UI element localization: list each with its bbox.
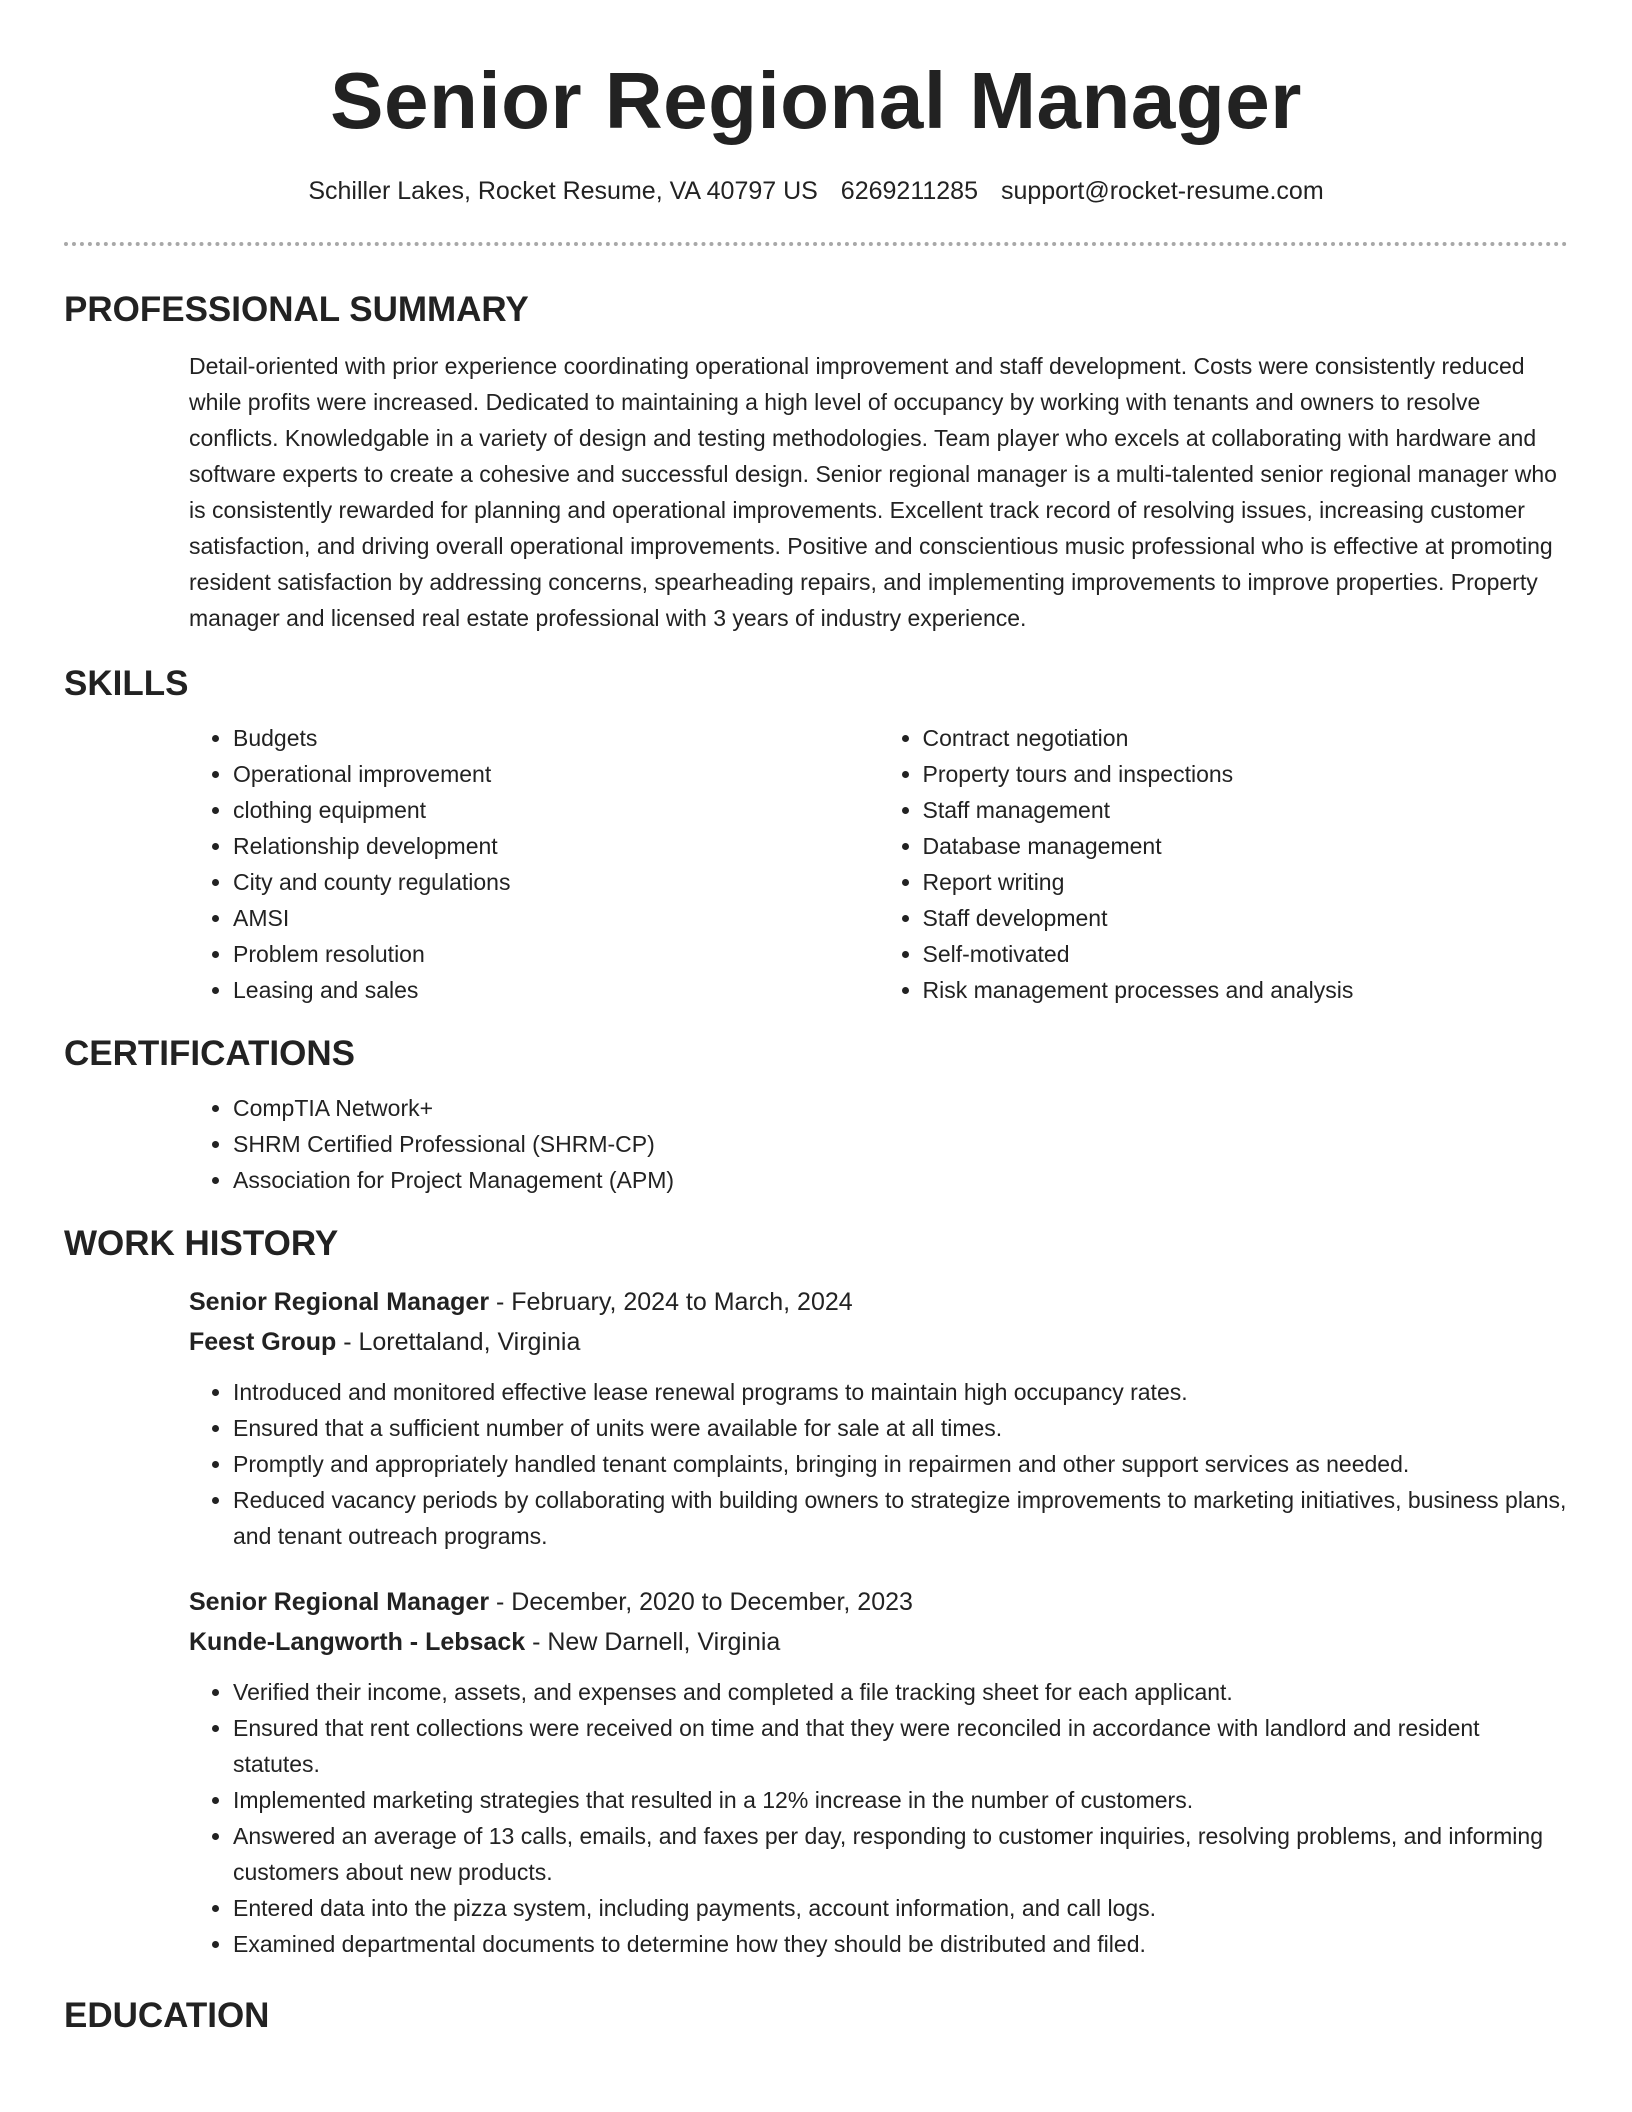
skill-item: • Self-motivated: [923, 936, 1569, 972]
skill-item: • Property tours and inspections: [923, 756, 1569, 792]
skill-item: • Contract negotiation: [923, 720, 1569, 756]
skill-item: • Report writing: [923, 864, 1569, 900]
job-location: - New Darnell, Virginia: [525, 1628, 781, 1656]
skill-item: • AMSI: [233, 900, 879, 936]
job-company-line: [189, 1322, 1568, 1362]
job-role: Senior Regional Manager: [189, 1588, 490, 1616]
job-bullet: • Implemented marketing strategies that resulted in a 12% increase in the number of customers.: [233, 1782, 1568, 1818]
job-bullet: • Entered data into the pizza system, including payments, account information, and call logs.: [233, 1890, 1568, 1926]
skills-column-right: [879, 720, 1569, 1008]
skills-list: [189, 720, 1568, 1008]
job-title-line: [189, 1582, 1568, 1622]
skills-heading: SKILLS: [64, 664, 189, 703]
email: support@rocket-resume.com: [1000, 177, 1324, 205]
job-bullet: • Ensured that a sufficient number of units were available for sale at all times.: [233, 1410, 1568, 1446]
skill-item: • Staff management: [923, 792, 1569, 828]
header-divider: [64, 242, 1568, 246]
skill-item: • City and county regulations: [233, 864, 879, 900]
job-bullet: • Ensured that rent collections were received on time and that they were reconciled in accordance with landlord and resident statutes.: [233, 1710, 1568, 1782]
job-bullets: [189, 1674, 1568, 1962]
skills-column-left: [189, 720, 879, 1008]
job-bullet: • Introduced and monitored effective lease renewal programs to maintain high occupancy rates.: [233, 1374, 1568, 1410]
job-bullets: [189, 1374, 1568, 1554]
certifications-heading: CERTIFICATIONS: [64, 1034, 356, 1073]
certification-item: • CompTIA Network+: [233, 1090, 1568, 1126]
job-bullet: • Promptly and appropriately handled tenant complaints, bringing in repairmen and other support services as needed.: [233, 1446, 1568, 1482]
job-bullet: • Reduced vacancy periods by collaborating with building owners to strategize improvements to marketing initiatives, business plans, and tenant outreach programs.: [233, 1482, 1568, 1554]
skill-item: • Budgets: [233, 720, 879, 756]
job-entry: [189, 1282, 1568, 1554]
summary-text: Detail-oriented with prior experience coordinating operational improvement and staff development. Costs were consistently reduced while profits were increased. Dedicated to maintaining a high level of occupancy by working with tenants and owners to resolve conflicts. Knowledgable in a variety of design and testing methodologies. Team player who excels at collaborating with hardware and software experts to create a cohesive and successful design. Senior regional manager is a multi-talented senior regional manager who is consistently rewarded for planning and operational improvements. Excellent track record of resolving issues, increasing customer satisfaction, and driving overall operational improvements. Positive and conscientious music professional who is effective at promoting resident satisfaction by addressing concerns, spearheading repairs, and implementing improvements to improve properties. Property manager and licensed real estate professional with 3 years of industry experience.: [189, 353, 1557, 631]
certification-item: • Association for Project Management (APM): [233, 1162, 1568, 1198]
job-company: Kunde-Langworth - Lebsack: [189, 1628, 526, 1656]
resume-page: [64, 0, 1568, 2038]
job-dates: - February, 2024 to March, 2024: [489, 1288, 853, 1316]
skill-item: • Problem resolution: [233, 936, 879, 972]
skill-item: • Leasing and sales: [233, 972, 879, 1008]
skill-item: • Risk management processes and analysis: [923, 972, 1569, 1008]
skill-item: • Database management: [923, 828, 1569, 864]
skill-item: • Operational improvement: [233, 756, 879, 792]
job-dates: - December, 2020 to December, 2023: [489, 1588, 913, 1616]
job-company-line: [189, 1622, 1568, 1662]
work-history-heading: WORK HISTORY: [64, 1224, 339, 1263]
job-role: Senior Regional Manager: [189, 1288, 490, 1316]
certifications-list: [189, 1090, 1568, 1198]
job-title-line: [189, 1282, 1568, 1322]
skill-item: • Staff development: [923, 900, 1569, 936]
phone: 6269211285: [840, 177, 978, 205]
job-bullet: • Examined departmental documents to determine how they should be distributed and filed.: [233, 1926, 1568, 1962]
skill-item: • Relationship development: [233, 828, 879, 864]
address: Schiller Lakes, Rocket Resume, VA 40797 US: [308, 177, 818, 205]
resume-title: Senior Regional Manager: [330, 56, 1302, 145]
summary-heading: PROFESSIONAL SUMMARY: [64, 290, 529, 329]
certification-item: • SHRM Certified Professional (SHRM-CP): [233, 1126, 1568, 1162]
job-location: - Lorettaland, Virginia: [336, 1328, 581, 1356]
skill-item: • clothing equipment: [233, 792, 879, 828]
job-bullet: • Verified their income, assets, and expenses and completed a file tracking sheet for each applicant.: [233, 1674, 1568, 1710]
job-bullet: • Answered an average of 13 calls, emails, and faxes per day, responding to customer inquiries, resolving problems, and informing customers about new products.: [233, 1818, 1568, 1890]
education-heading: EDUCATION: [64, 1996, 270, 2035]
job-entry: [189, 1582, 1568, 1962]
contact-line: [64, 174, 1568, 208]
job-company: Feest Group: [189, 1328, 337, 1356]
